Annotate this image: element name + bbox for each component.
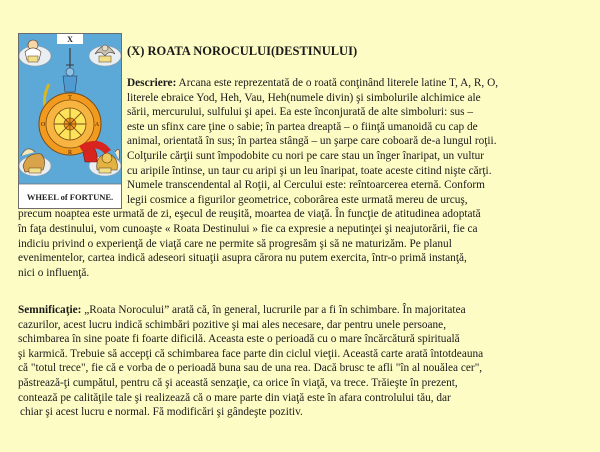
wheel-letter-t: T — [68, 95, 72, 101]
description-line: indiciu privind o experienţă de viaţă care ne permite să progresăm şi să ne maturizăm. Pe planul — [18, 237, 452, 250]
description-line: precum noaptea este urmată de zi, eşecul de reuşită, moartea de viaţă. În funcţie de atitudinea adoptată — [18, 208, 481, 221]
meaning-section — [18, 303, 588, 420]
description-line: evenimentelor, cartea indică adeseori situaţii asupra cărora nu putem exercita, într-o primă instanţă, — [18, 252, 467, 265]
description-line: nici o influenţă. — [18, 266, 90, 279]
description-line: cu aripile întinse, un taur cu aripi şi un leu înaripat, toate aceste citind nişte cărţi. — [127, 164, 492, 177]
meaning-line: că "totul trece", fie că e vorba de o perioadă buna sau de una rea. Dacă brusc te afli "în al nouălea cer", — [18, 362, 483, 375]
description-line: literele ebraice Yod, Heh, Vau, Heh(numele divin) şi simbolurile alchimice ale — [127, 91, 481, 104]
meaning-line: cazurilor, acest lucru indică schimbări pozitive şi mai ales necesare, dar pentru unele persoane, — [18, 318, 447, 331]
description-line: Numele transcendental al Roţii, al Cercului este: reîntoarcerea eternă. Conform — [127, 179, 485, 192]
meaning-line: schimbarea în sine poate fi foarte dificilă. Aceasta este o perioadă cu o mare încărcătură spirituală — [18, 333, 460, 346]
wheel-letter-r: R — [67, 150, 73, 156]
meaning-line: chiar şi acest lucru e normal. Fă modificări şi gândeşte pozitiv. — [20, 406, 303, 419]
meaning-line: păstrează-ţi cumpătul, pentru că şi această senzaţie, ca orice în viaţă, va trece. Trăieşte în prezent, — [18, 376, 458, 389]
description-line: Descriere: Arcana este reprezentată de o roată conţinând literele latine T, A, R, O, — [127, 77, 499, 89]
meaning-line: Semnificaţie: „Roata Norocului” arată că, în general, lucrurile par a fi în schimbare. În majoritatea — [18, 304, 466, 316]
description-line: Colţurile cărţii sunt împodobite cu nori pe care stau un înger înaripat, un vultur — [127, 149, 485, 162]
meaning-line: contează pe calităţile tale şi realizează că o mare parte din viaţă este în afara controlului tău, dar — [18, 391, 451, 404]
description-label: Descriere: — [127, 77, 177, 89]
wheel-letter-a: A — [94, 122, 100, 128]
meaning-line: şi karmică. Trebuie să accepţi că schimbarea face parte din ciclul vieţii. Această carte arată întotdeauna — [18, 347, 484, 360]
card-number-label: X — [67, 35, 73, 44]
page-title: (X) ROATA NOROCULUI(DESTINULUI) — [127, 44, 358, 58]
description-line: animal, orientată în sus; în partea stângă – un şarpe care coboară de-a lungul roţii. — [127, 135, 497, 148]
description-line: este un sfinx care ţine o sabie; în partea dreaptă – o fiinţă umanoidă cu cap de — [127, 120, 478, 133]
card-caption: WHEEL of FORTUNE. — [26, 192, 114, 202]
meaning-label: Semnificaţie: — [18, 304, 82, 316]
description-section — [18, 76, 588, 280]
description-line: în faţa destinului, vom cunoaşte « Roata Destinului » fie ca expresie a neputinţei şi neajutorării, fie ca — [18, 222, 478, 235]
description-line: legii cosmice a figurilor geometrice, coborârea este urmată mereu de urcuş, — [127, 193, 468, 206]
description-line: sării, mercurului, sulfului şi apei. Ea este înconjurată de alte simboluri: sus – — [127, 106, 474, 119]
wheel-letter-o: O — [40, 122, 46, 128]
